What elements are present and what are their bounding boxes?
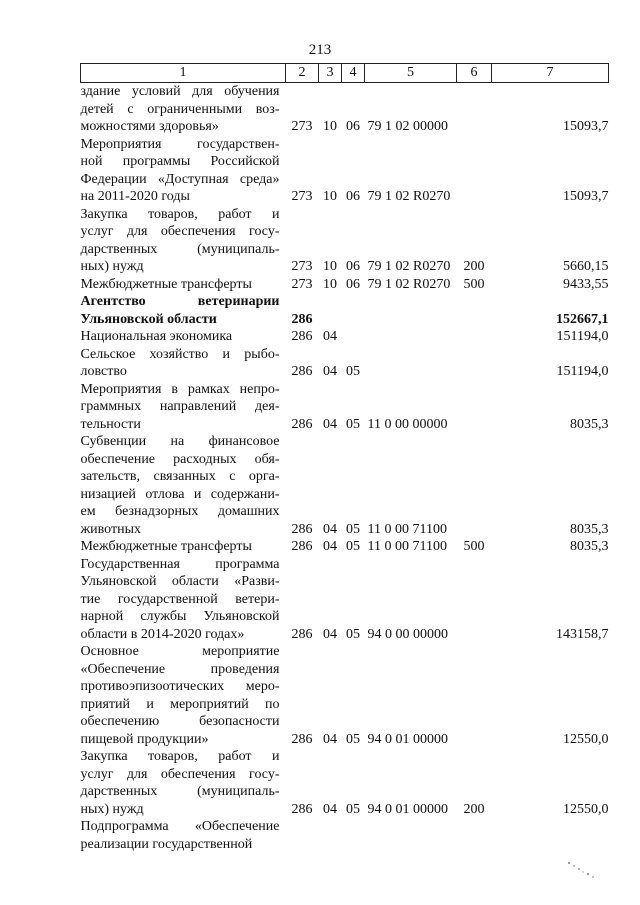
cell-target: 11 0 00 71100 (367, 521, 447, 537)
cell-amount: 151194,0 (556, 364, 609, 379)
cell-subsection: 05 (346, 801, 360, 817)
cell-name (81, 83, 286, 136)
cell-section (319, 293, 342, 328)
table-row (81, 433, 609, 538)
cell-name (81, 643, 286, 748)
header-col-type: 6 (457, 64, 492, 83)
cell-target: 94 0 01 00000 (367, 731, 448, 747)
name-line: обеспечение расходных обя- (80, 451, 280, 467)
cell-section: 04 (323, 626, 337, 642)
cell-section: 04 (323, 521, 337, 537)
name-line: Сельское хозяйство и рыбо- (80, 346, 280, 362)
cell-ministry: 273 (291, 276, 313, 292)
name-line: приятий и мероприятий по (80, 696, 280, 712)
name-line: Закупка товаров, работ и (80, 206, 280, 222)
cell-amount: 5660,15 (563, 259, 609, 274)
cell-target (365, 818, 457, 853)
cell-subsection: 05 (346, 364, 360, 379)
cell-name (81, 818, 286, 853)
cell-target: 11 0 00 71100 (367, 539, 447, 554)
cell-ministry: 286 (291, 364, 313, 379)
cell-name (81, 538, 286, 556)
cell-type: 500 (463, 276, 485, 292)
header-col-target: 5 (365, 64, 457, 83)
name-line: нарной службы Ульяновской (80, 609, 280, 624)
cell-target: 79 1 02 R0270 (367, 259, 451, 274)
cell-type: 200 (463, 259, 485, 274)
cell-ministry: 286 (291, 731, 313, 747)
name-line: Мероприятия в рамках непро- (80, 381, 280, 397)
table-row (81, 748, 609, 818)
cell-subsection: 05 (346, 416, 360, 432)
cell-target: 79 1 02 00000 (367, 119, 448, 134)
cell-subsection: 05 (346, 731, 360, 747)
name-line: ем безнадзорных домашних (80, 504, 280, 519)
cell-type (457, 556, 492, 644)
name-line: Подпрограмма «Обеспечение (80, 819, 280, 834)
name-line: Федерации «Доступная среда» (80, 171, 280, 187)
cell-type (457, 328, 492, 346)
name-line: Основное мероприятие (80, 644, 280, 659)
cell-type (457, 433, 492, 538)
cell-target: 11 0 00 00000 (367, 416, 448, 432)
name-line: на 2011-2020 годы (80, 189, 190, 204)
cell-subsection: 05 (346, 626, 360, 642)
name-line: ловство (80, 364, 127, 379)
table-row (81, 818, 609, 853)
cell-target (365, 293, 457, 328)
table-row (81, 538, 609, 556)
cell-ministry: 286 (291, 801, 313, 817)
cell-subsection: 06 (346, 189, 360, 204)
name-line: зательств, связанных с орга- (80, 469, 280, 484)
name-line: Межбюджетные трансферты (80, 539, 252, 554)
cell-amount: 12550,0 (563, 801, 609, 817)
page-number: 213 (308, 42, 332, 58)
cell-target (365, 328, 457, 346)
cell-name (81, 206, 286, 276)
table-row (81, 346, 609, 381)
cell-section: 10 (323, 189, 337, 204)
budget-table (80, 63, 609, 853)
table-row (81, 206, 609, 276)
name-line: животных (80, 521, 142, 537)
name-line: ных) нужд (80, 801, 144, 817)
cell-name (81, 293, 286, 328)
name-line: здание условий для обучения (80, 84, 280, 99)
cell-ministry: 286 (291, 311, 313, 327)
header-row (81, 64, 609, 83)
cell-subsection: 05 (346, 521, 360, 537)
cell-amount (492, 818, 609, 853)
name-line: услуг для обеспечения госу- (80, 766, 280, 782)
name-line: Государственная программа (80, 556, 280, 572)
cell-section: 10 (323, 276, 337, 292)
header-col-subsection: 4 (342, 64, 365, 83)
cell-type (457, 293, 492, 328)
header-col-name: 1 (81, 64, 286, 83)
name-line: Субвенции на финансовое (80, 434, 280, 449)
cell-subsection: 05 (346, 539, 360, 554)
table-row (81, 643, 609, 748)
table-row (81, 381, 609, 434)
name-line: ной программы Российской (80, 154, 280, 169)
cell-type (457, 346, 492, 381)
table-row (81, 556, 609, 644)
cell-target: 79 1 02 R0270 (367, 276, 451, 292)
cell-ministry (286, 818, 319, 853)
cell-section (319, 818, 342, 853)
cell-type (457, 818, 492, 853)
cell-amount: 8035,3 (570, 539, 609, 554)
name-line: пищевой продукции» (80, 731, 209, 747)
cell-ministry: 273 (291, 189, 313, 204)
cell-section: 04 (323, 416, 337, 432)
cell-name (81, 748, 286, 818)
name-line: «Обеспечение проведения (80, 661, 280, 677)
cell-target: 79 1 02 R0270 (367, 189, 451, 204)
cell-amount: 152667,1 (556, 311, 609, 327)
cell-name (81, 276, 286, 294)
header-col-amount: 7 (492, 64, 609, 83)
name-line: Национальная экономика (80, 329, 233, 344)
cell-section: 10 (323, 119, 337, 134)
cell-section: 04 (323, 731, 337, 747)
cell-subsection (342, 818, 365, 853)
scan-speckle (566, 860, 596, 880)
name-line: услуг для обеспечения госу- (80, 224, 280, 239)
cell-amount: 151194,0 (556, 329, 609, 344)
name-line: Ульяновской области «Разви- (80, 574, 280, 589)
name-line: Мероприятия государствен- (80, 136, 280, 152)
cell-type (457, 381, 492, 434)
cell-name (81, 346, 286, 381)
cell-amount: 143158,7 (556, 626, 609, 642)
name-line: области в 2014-2020 годах» (80, 626, 245, 642)
cell-section: 04 (323, 329, 337, 344)
table-row (81, 276, 609, 294)
cell-ministry: 286 (291, 521, 313, 537)
name-line: дарственных (муниципаль- (80, 241, 280, 257)
cell-amount: 8035,3 (570, 416, 609, 432)
table-row (81, 328, 609, 346)
name-line: граммных направлений дея- (80, 399, 280, 414)
cell-amount: 8035,3 (570, 521, 609, 537)
cell-subsection (342, 328, 365, 346)
name-line: Агентство ветеринарии (80, 294, 280, 309)
cell-type (457, 643, 492, 748)
cell-type (457, 83, 492, 136)
cell-target: 94 0 01 00000 (367, 801, 448, 817)
cell-name (81, 433, 286, 538)
cell-name (81, 136, 286, 206)
cell-ministry: 273 (291, 119, 313, 134)
name-line: ных) нужд (80, 259, 144, 274)
name-line: тельности (80, 416, 141, 432)
cell-amount: 12550,0 (563, 731, 609, 747)
cell-name (81, 556, 286, 644)
table-body (81, 83, 609, 854)
name-line: противоэпизоотических меро- (80, 679, 280, 694)
name-line: реализации государственной (80, 836, 253, 852)
cell-target: 94 0 00 00000 (367, 626, 448, 642)
cell-type (457, 136, 492, 206)
name-line: можностями здоровья» (80, 119, 219, 134)
name-line: дарственных (муниципаль- (80, 784, 280, 799)
cell-target (365, 346, 457, 381)
name-line: Закупка товаров, работ и (80, 749, 280, 764)
cell-ministry: 286 (291, 416, 313, 432)
table-row (81, 136, 609, 206)
name-line: Межбюджетные трансферты (80, 276, 252, 292)
name-line: детей с ограниченными воз- (80, 101, 280, 117)
cell-name (81, 328, 286, 346)
name-line: низацией отлова и содержани- (80, 486, 280, 502)
cell-type: 500 (463, 539, 485, 554)
cell-amount: 9433,55 (563, 276, 609, 292)
cell-type: 200 (463, 801, 485, 817)
name-line: обеспечению безопасности (80, 714, 280, 729)
header-col-section: 3 (319, 64, 342, 83)
cell-subsection: 06 (346, 276, 360, 292)
cell-ministry: 273 (291, 259, 313, 274)
name-line: тие государственной ветери- (80, 591, 280, 607)
table-row (81, 293, 609, 328)
cell-ministry: 286 (291, 539, 313, 554)
cell-name (81, 381, 286, 434)
cell-subsection (342, 293, 365, 328)
cell-section: 10 (323, 259, 337, 274)
header-col-ministry: 2 (286, 64, 319, 83)
cell-section: 04 (323, 364, 337, 379)
cell-subsection: 06 (346, 259, 360, 274)
cell-section: 04 (323, 539, 337, 554)
cell-ministry: 286 (291, 329, 313, 344)
name-line: Ульяновской области (80, 311, 217, 327)
cell-ministry: 286 (291, 626, 313, 642)
cell-section: 04 (323, 801, 337, 817)
cell-amount: 15093,7 (563, 189, 609, 204)
table-row (81, 83, 609, 136)
cell-subsection: 06 (346, 119, 360, 134)
cell-amount: 15093,7 (563, 119, 609, 134)
